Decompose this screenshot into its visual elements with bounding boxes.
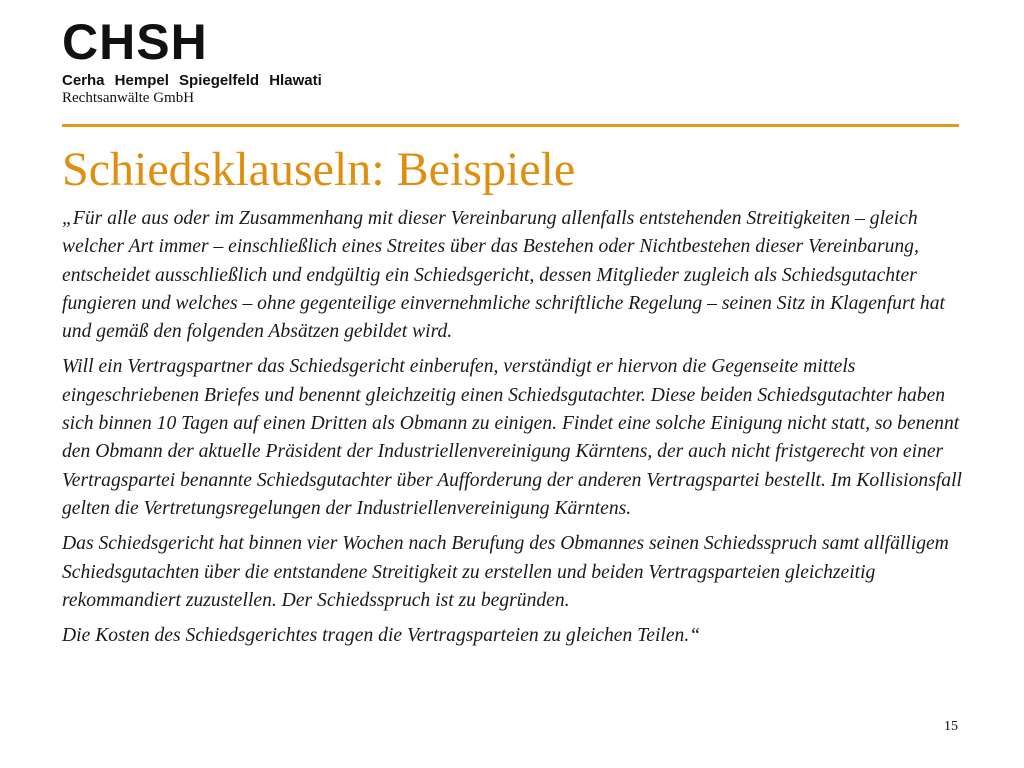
chsh-logo — [62, 14, 322, 107]
clause-paragraph-4: Die Kosten des Schiedsgerichtes tragen die Vertragsparteien zu gleichen Teilen.“ — [62, 625, 701, 647]
logo-partner-names: Cerha Hempel Spiegelfeld Hlawati — [62, 72, 322, 89]
header-divider — [62, 124, 959, 127]
clause-paragraph-1: „Für alle aus oder im Zusammenhang mit dieser Vereinbarung allenfalls entstehenden Streitigkeiten – gleich welcher Art immer – einschließlich eines Streites über das Bestehen oder Nichtbestehen dieser Vereinbarung, entscheidet ausschließlich und endgültig ein Schiedsgericht, dessen Mitglieder zugleich als Schiedsgutachter fungieren und welches – ohne gegenteilige einvernehmliche schriftliche Regelung – seinen Sitz in Klagenfurt hat und gemäß den folgenden Absätzen gebildet wird. — [62, 208, 945, 343]
clause-paragraph-3: Das Schiedsgericht hat binnen vier Wochen nach Berufung des Obmannes seinen Schiedsspruch samt allfälligem Schiedsgutachten über die entstandene Streitigkeit zu erstellen und beiden Vertragsparteien gleichzeitig rekommandiert zuzustellen. Der Schiedsspruch ist zu begründen. — [62, 533, 949, 611]
slide-title: Schiedsklauseln: Beispiele — [62, 143, 576, 196]
clause-paragraph-2: Will ein Vertragspartner das Schiedsgericht einberufen, verständigt er hiervon die Gegenseite mittels eingeschriebenen Briefes und benennt gleichzeitig einen Schiedsgutachter. Diese beiden Schiedsgutachter haben sich binnen 10 Tagen auf einen Dritten als Obmann zu einigen. Findet eine solche Einigung nicht statt, so benennt den Obmann der aktuelle Präsident der Industriellenvereinigung Kärntens, der auch nicht fristgerecht von einer Vertragspartei benannte Schiedsgutachter über Aufforderung der anderen Vertragspartei bestellt. Im Kollisionsfall gelten die Vertretungsregelungen der Industriellenvereinigung Kärntens. — [62, 356, 962, 519]
logo-subtitle: Rechtsanwälte GmbH — [62, 90, 195, 106]
slide-body — [62, 205, 972, 657]
page-number: 15 — [944, 719, 958, 734]
logo-mark: CHSH — [62, 14, 208, 70]
